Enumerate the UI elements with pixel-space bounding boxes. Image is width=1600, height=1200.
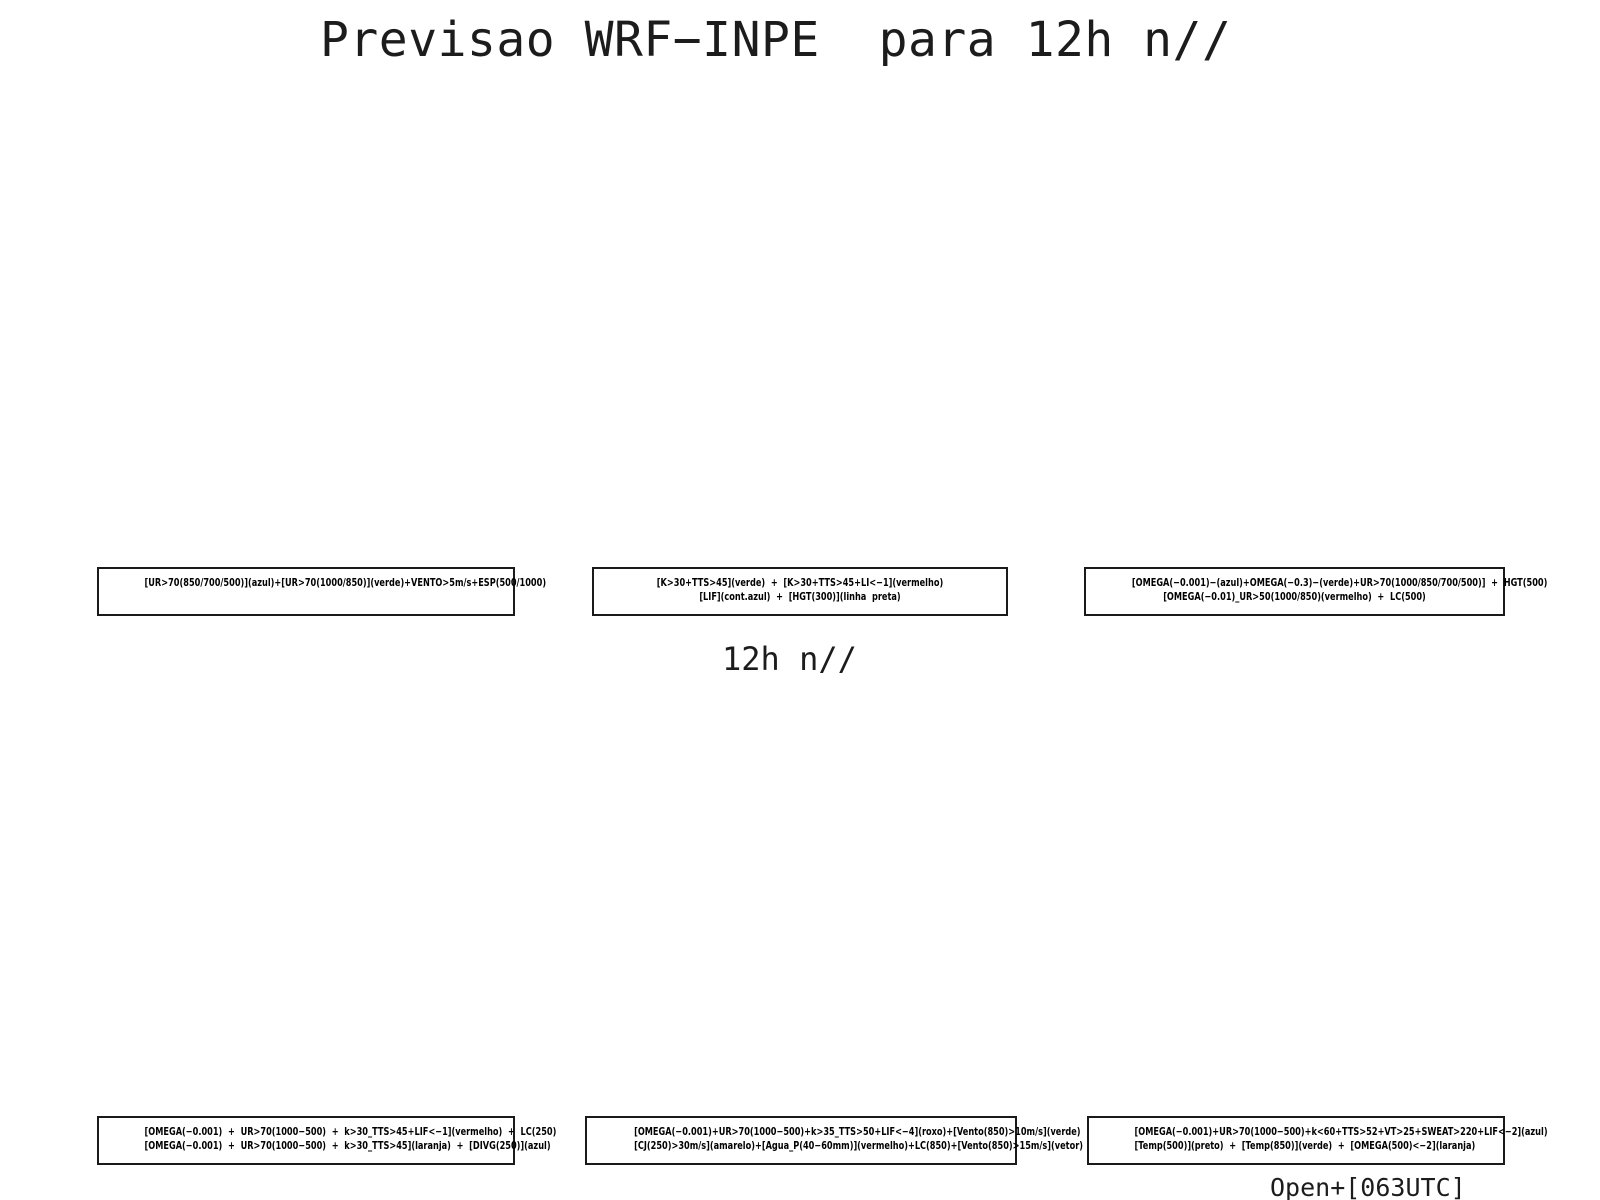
- legend-line: [LIF](cont.azul) + [HGT(300)](linha preta): [699, 590, 901, 603]
- legend-line: [CJ(250)>30m/s](amarelo)+[Agua_P(40−60mm)](vermelho)+LC(850)+[Vento(850)>15m/s](vetor): [634, 1139, 1083, 1152]
- legend-panel-top-left: [97, 567, 547, 616]
- legend-line: [Temp(500)](preto) + [Temp(850)](verde) + [OMEGA(500)<−2](laranja): [1134, 1139, 1476, 1152]
- legend-panel-top-middle: [592, 567, 1008, 616]
- legend-panel-bottom-middle: [585, 1116, 1083, 1165]
- page-title: Previsao WRF−INPE para 12h n//: [320, 12, 1232, 68]
- legend-panel-top-right: [1084, 567, 1548, 616]
- legend-line: [UR>70(850/700/500)](azul)+[UR>70(1000/850)](verde)+VENTO>5m/s+ESP(500/1000): [144, 577, 547, 589]
- legend-panel-bottom-left: [97, 1116, 557, 1165]
- footer-run-label: Open+[063UTC]: [1270, 1173, 1466, 1200]
- legend-line: [K>30+TTS>45](verde) + [K>30+TTS>45+LI<−1](vermelho): [656, 577, 944, 589]
- legend-line: [OMEGA(−0.001) + UR>70(1000−500) + k>30_TTS>45](laranja) + [DIVG(250)](azul): [144, 1139, 551, 1152]
- legend-line: [OMEGA(−0.01)_UR>50(1000/850)(vermelho) + LC(500): [1163, 590, 1426, 603]
- legend-line: [OMEGA(−0.001)+UR>70(1000−500)+k<60+TTS>52+VT>25+SWEAT>220+LIF<−2](azul): [1134, 1126, 1548, 1138]
- legend-line: [OMEGA(−0.001)+UR>70(1000−500)+k>35_TTS>50+LIF<−4](roxo)+[Vento(850)>10m/s](verde): [634, 1126, 1081, 1138]
- center-forecast-hour-label: 12h n//: [722, 640, 857, 678]
- legend-line: [OMEGA(−0.001)−(azul)+OMEGA(−0.3)−(verde)+UR>70(1000/850/700/500)] + HGT(500): [1131, 577, 1548, 589]
- legend-line: [OMEGA(−0.001) + UR>70(1000−500) + k>30_TTS>45+LIF<−1](vermelho) + LC(250): [144, 1126, 557, 1138]
- legend-panel-bottom-right: [1087, 1116, 1548, 1165]
